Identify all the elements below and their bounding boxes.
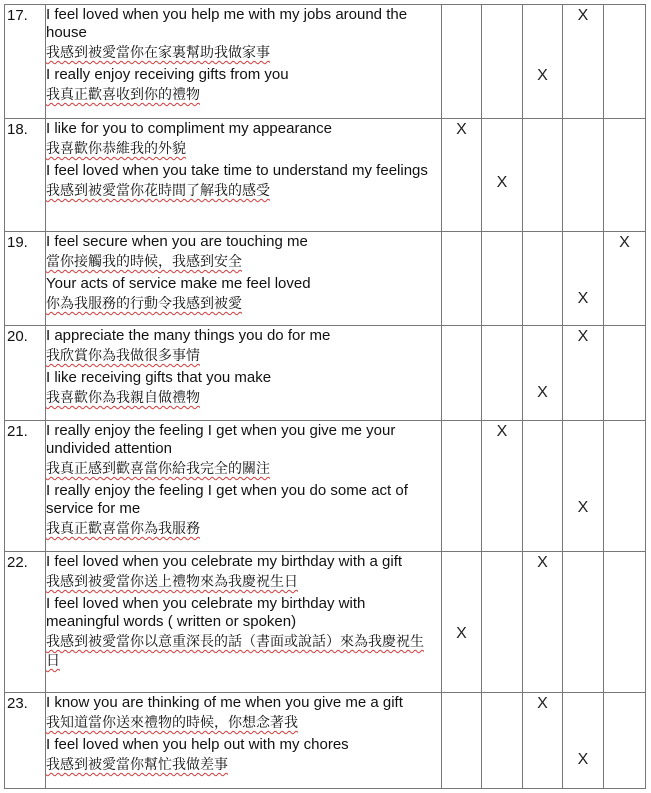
answer-cell-col4[interactable] xyxy=(563,119,604,232)
english-statement: I feel secure when you are touching me xyxy=(46,233,308,250)
answer-cell-col3[interactable] xyxy=(523,5,563,119)
answer-cell-col2[interactable] xyxy=(482,693,523,789)
english-statement: I really enjoy receiving gifts from you xyxy=(46,66,289,83)
chinese-statement: 我真正歡喜收到你的禮物 xyxy=(46,87,200,103)
question-statements xyxy=(46,326,442,421)
chinese-statement: 我感到被愛當你花時間了解我的感受 xyxy=(46,183,270,199)
english-statement: I really enjoy the feeling I get when you give me your undivided attention xyxy=(46,422,396,457)
x-mark: X xyxy=(456,121,467,138)
answer-cell-col4[interactable] xyxy=(563,326,604,421)
chinese-statement: 我欣賞你為我做很多事情 xyxy=(46,348,200,364)
question-number: 18. xyxy=(5,119,46,232)
x-mark: X xyxy=(619,234,630,251)
english-statement: Your acts of service make me feel loved xyxy=(46,275,311,292)
english-statement: I feel loved when you celebrate my birthday with meaningful words ( written or spoken) xyxy=(46,595,366,630)
answer-cell-col5[interactable] xyxy=(604,326,646,421)
english-statement: I know you are thinking of me when you give me a gift xyxy=(46,694,403,711)
question-number: 19. xyxy=(5,232,46,326)
questionnaire-rows xyxy=(5,5,646,789)
answer-cell-col3[interactable] xyxy=(523,552,563,693)
english-statement: I like for you to compliment my appearance xyxy=(46,120,332,137)
english-statement: I really enjoy the feeling I get when you do some act of service for me xyxy=(46,482,408,517)
question-row xyxy=(5,119,646,232)
answer-cell-col5[interactable] xyxy=(604,693,646,789)
answer-cell-col5[interactable] xyxy=(604,119,646,232)
answer-cell-col5[interactable] xyxy=(604,552,646,693)
question-number: 17. xyxy=(5,5,46,119)
chinese-statement: 你為我服務的行動令我感到被愛 xyxy=(46,296,242,312)
x-mark: X xyxy=(577,290,589,307)
answer-cell-col3[interactable] xyxy=(523,119,563,232)
answer-cell-col1[interactable] xyxy=(442,552,482,693)
answer-cell-col5[interactable] xyxy=(604,421,646,552)
x-mark: X xyxy=(577,7,589,24)
x-mark: X xyxy=(537,554,548,571)
x-mark: X xyxy=(456,625,467,642)
answer-cell-col1[interactable] xyxy=(442,421,482,552)
question-statements xyxy=(46,552,442,693)
question-row xyxy=(5,552,646,693)
answer-cell-col4[interactable] xyxy=(563,693,604,789)
chinese-statement: 我感到被愛當你送上禮物來為我慶祝生日 xyxy=(46,574,298,590)
english-statement: I feel loved when you take time to understand my feelings xyxy=(46,162,428,179)
answer-cell-col2[interactable] xyxy=(482,119,523,232)
answer-cell-col3[interactable] xyxy=(523,326,563,421)
x-mark: X xyxy=(537,384,548,401)
x-mark: X xyxy=(577,499,589,516)
chinese-statement: 我感到被愛當你以意重深長的話（書面或說話）來為我慶祝生日 xyxy=(46,634,424,669)
english-statement: I feel loved when you help me with my jobs around the house xyxy=(46,6,408,41)
answer-cell-col2[interactable] xyxy=(482,552,523,693)
answer-cell-col4[interactable] xyxy=(563,421,604,552)
x-mark: X xyxy=(496,174,508,191)
answer-cell-col2[interactable] xyxy=(482,232,523,326)
x-mark: X xyxy=(537,67,548,84)
answer-cell-col1[interactable] xyxy=(442,326,482,421)
chinese-statement: 當你接觸我的時候，我感到安全 xyxy=(46,254,242,270)
question-statements xyxy=(46,421,442,552)
question-number: 21. xyxy=(5,421,46,552)
chinese-statement: 我知道當你送來禮物的時候，你想念著我 xyxy=(46,715,298,731)
question-row xyxy=(5,693,646,789)
x-mark: X xyxy=(537,695,548,712)
english-statement: I feel loved when you help out with my chores xyxy=(46,736,349,753)
chinese-statement: 我喜歡你恭維我的外貌 xyxy=(46,141,186,157)
x-mark: X xyxy=(577,751,589,768)
x-mark: X xyxy=(496,423,508,440)
answer-cell-col1[interactable] xyxy=(442,232,482,326)
english-statement: I feel loved when you celebrate my birthday with a gift xyxy=(46,553,403,570)
answer-cell-col4[interactable] xyxy=(563,552,604,693)
answer-cell-col2[interactable] xyxy=(482,326,523,421)
question-row xyxy=(5,421,646,552)
answer-cell-col2[interactable] xyxy=(482,5,523,119)
english-statement: I like receiving gifts that you make xyxy=(46,369,272,386)
answer-cell-col4[interactable] xyxy=(563,5,604,119)
answer-cell-col1[interactable] xyxy=(442,693,482,789)
love-language-questionnaire-table xyxy=(4,4,646,789)
question-number: 20. xyxy=(5,326,46,421)
question-statements xyxy=(46,5,442,119)
question-statements xyxy=(46,232,442,326)
question-row xyxy=(5,232,646,326)
chinese-statement: 我真正感到歡喜當你給我完全的關注 xyxy=(46,461,270,477)
answer-cell-col3[interactable] xyxy=(523,232,563,326)
question-statements xyxy=(46,119,442,232)
answer-cell-col1[interactable] xyxy=(442,5,482,119)
question-number: 23. xyxy=(5,693,46,789)
chinese-statement: 我喜歡你為我親自做禮物 xyxy=(46,390,200,406)
answer-cell-col1[interactable] xyxy=(442,119,482,232)
answer-cell-col2[interactable] xyxy=(482,421,523,552)
answer-cell-col4[interactable] xyxy=(563,232,604,326)
english-statement: I appreciate the many things you do for me xyxy=(46,327,331,344)
x-mark: X xyxy=(577,328,589,345)
question-row xyxy=(5,5,646,119)
question-number: 22. xyxy=(5,552,46,693)
answer-cell-col5[interactable] xyxy=(604,5,646,119)
question-row xyxy=(5,326,646,421)
answer-cell-col3[interactable] xyxy=(523,693,563,789)
chinese-statement: 我感到被愛當你在家裏幫助我做家事 xyxy=(46,45,270,61)
answer-cell-col3[interactable] xyxy=(523,421,563,552)
question-statements xyxy=(46,693,442,789)
chinese-statement: 我感到被愛當你幫忙我做差事 xyxy=(46,757,228,773)
chinese-statement: 我真正歡喜當你為我服務 xyxy=(46,521,200,537)
answer-cell-col5[interactable] xyxy=(604,232,646,326)
